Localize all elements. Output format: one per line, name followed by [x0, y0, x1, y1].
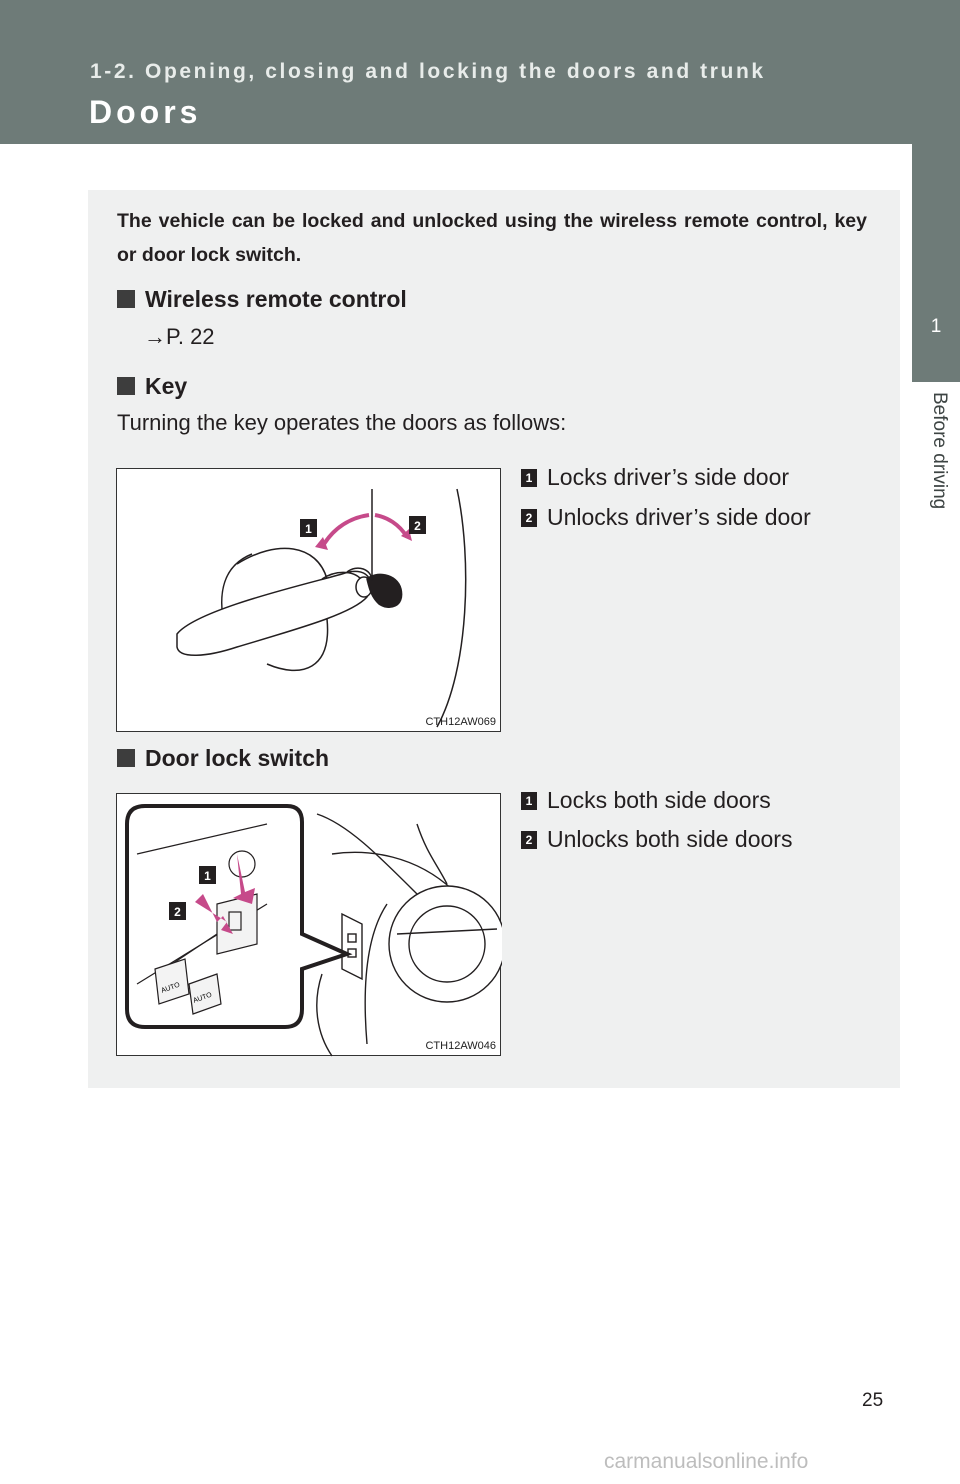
heading-label: Wireless remote control	[145, 286, 407, 312]
key-callout-2	[521, 504, 811, 531]
watermark: carmanualsonline.info	[604, 1450, 809, 1473]
side-tab-number: 1	[930, 316, 942, 337]
page-title: Doors	[89, 94, 202, 130]
key-door-handle-figure	[116, 468, 501, 732]
page-reference-link[interactable]: →P. 22	[144, 324, 215, 349]
heading-label: Door lock switch	[145, 745, 330, 771]
door-lock-switch-figure	[116, 793, 501, 1056]
heading-key	[117, 373, 187, 400]
page-number: 25	[862, 1390, 884, 1411]
intro-text: The vehicle can be locked and unlocked using the wireless remote control, key or door lock switch.	[117, 210, 867, 266]
callout-marker-2-label: 2	[414, 519, 421, 533]
square-bullet-icon	[117, 377, 135, 395]
callout-text: Locks driver’s side door	[547, 464, 790, 490]
callout-text: Unlocks both side doors	[547, 826, 793, 852]
number-badge: 1	[521, 469, 537, 487]
key-description: Turning the key operates the doors as follows:	[117, 410, 567, 435]
number-badge: 1	[521, 792, 537, 810]
heading-door-lock-switch	[117, 745, 329, 772]
callout-marker-2-label: 2	[174, 905, 181, 919]
callout-marker-1-label: 1	[305, 522, 312, 536]
auto-label-1: AUTO	[160, 981, 181, 995]
callout-text: Unlocks driver’s side door	[547, 504, 811, 530]
switch-callout-1	[521, 787, 771, 814]
callout-text: Locks both side doors	[547, 787, 771, 813]
square-bullet-icon	[117, 290, 135, 308]
heading-label: Key	[145, 373, 188, 399]
figure-code: CTH12AW069	[425, 716, 496, 728]
key-callout-1	[521, 464, 789, 491]
switch-callout-2	[521, 826, 792, 853]
figure-code: CTH12AW046	[425, 1040, 496, 1052]
number-badge: 2	[521, 831, 537, 849]
door-handle-illustration	[117, 469, 502, 733]
side-tab-label: Before driving	[929, 392, 950, 510]
side-tab-number-block	[912, 224, 960, 382]
callout-marker-1-label: 1	[204, 869, 211, 883]
side-tab-strip	[912, 144, 960, 224]
auto-label-2: AUTO	[192, 991, 213, 1005]
number-badge: 2	[521, 509, 537, 527]
dashboard-switch-illustration	[117, 794, 502, 1057]
section-title: 1-2. Opening, closing and locking the doors and trunk	[90, 60, 766, 83]
heading-wireless-remote	[117, 286, 407, 313]
square-bullet-icon	[117, 749, 135, 767]
chapter-header	[0, 0, 960, 144]
